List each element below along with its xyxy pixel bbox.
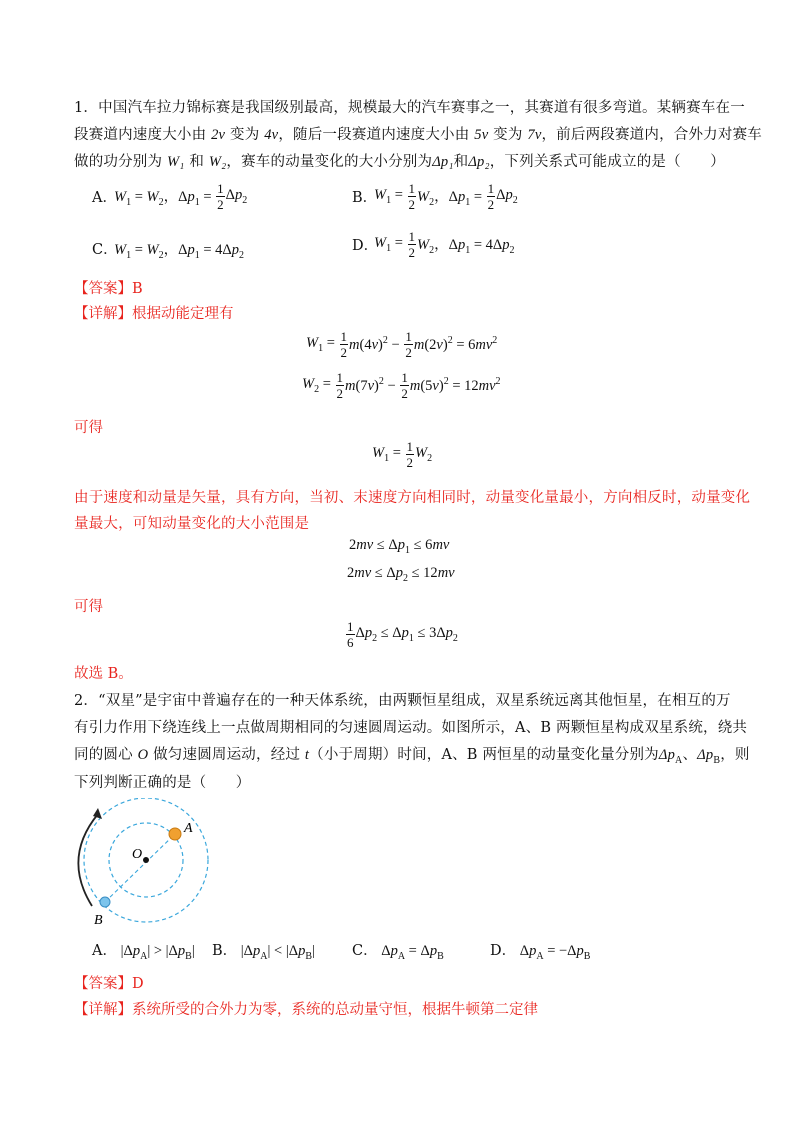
q1-eq-w2: $W_2$ = $\frac{1}{2}$ $m(7v)^2$ − $\frac{1}{2}$ $m(5v)^2 = 12mv^2$ <box>302 370 501 401</box>
q1-kede-1: 可得 <box>74 420 103 436</box>
q1-red-line2: 量最大，可知动量变化的大小范围是 <box>74 516 310 532</box>
q1-eq-w1: $W_1$ = $\frac{1}{2}$ $m(4v)^2$ − $\frac{1}{2}$ $m(2v)^2 = 6mv^2$ <box>306 329 498 360</box>
rotation-arrow <box>78 814 98 906</box>
q1-line3: 做的功分别为 W₁ 和 W₂，赛车的动量变化的大小分别为Δp₁和Δp₂，下列关系式可能成立的是（ ） <box>74 154 725 170</box>
q1-eq-final: $\frac{1}{6}$ $\Delta p_2 \le \Delta p_1 \le 3\Delta p_2$ <box>347 619 458 650</box>
q1-line2: 段赛道内速度大小由 2v 变为 4v，随后一段赛道内速度大小由 5v 变为 7v，前后两段赛道内，合外力对赛车 <box>74 127 762 143</box>
q1-option-d: D．$W_1$ = $\frac{1}{2}$ $W_2$，$\Delta p_1 = 4\Delta p_2$ <box>352 229 515 260</box>
q1-answer: 【答案】B <box>74 281 143 297</box>
q2-answer: 【答案】D <box>74 976 144 992</box>
q2-line1: 2．“双星”是宇宙中普遍存在的一种天体系统，由两颗恒星组成，双星系统远离其他恒星，在相互的万 <box>74 693 731 709</box>
q1-range-2: $2mv \le \Delta p_2 \le 12mv$ <box>347 565 455 584</box>
center-point <box>143 857 149 863</box>
q1-conclusion: 故选 B。 <box>74 666 133 682</box>
q1-option-b: B．$W_1$ = $\frac{1}{2}$ $W_2$，$\Delta p_1$ = $\frac{1}{2}$ $\Delta p_2$ <box>352 181 518 212</box>
q1-eq-ratio: $W_1$ = $\frac{1}{2}$ $W_2$ <box>372 439 433 470</box>
q2-line4: 下列判断正确的是（ ） <box>74 775 251 791</box>
label-b: B <box>94 913 103 928</box>
q1-detail: 【详解】根据动能定理有 <box>74 306 234 322</box>
label-o: O <box>132 847 143 862</box>
star-a <box>169 828 181 840</box>
q2-line2: 有引力作用下绕连线上一点做周期相同的匀速圆周运动。如图所示，A、B 两颗恒星构成双星系统，绕共 <box>74 720 748 736</box>
q1-range-1: $2mv \le \Delta p_1 \le 6mv$ <box>349 537 450 556</box>
binary-star-figure <box>68 798 228 928</box>
q2-option-c: C． $\Delta p_A = \Delta p_B$ <box>352 943 444 962</box>
label-a: A <box>184 821 193 836</box>
q1-red-line1: 由于速度和动量是矢量，具有方向，当初、末速度方向相同时，动量变化量最小，方向相反时，动量变化 <box>74 490 751 506</box>
q1-option-a: A．$W_1 = W_2$，$\Delta p_1$ = $\frac{1}{2}$ $\Delta p_2$ <box>92 181 248 212</box>
q2-option-b: B． $|\Delta p_A| < |\Delta p_B|$ <box>212 943 315 962</box>
star-b <box>100 897 110 907</box>
q1-option-c: C．$W_1 = W_2$，$\Delta p_1 = 4\Delta p_2$ <box>92 242 244 261</box>
q2-line3: 同的圆心 O 做匀速圆周运动，经过 t（小于周期）时间，A、B 两恒星的动量变化量分别为$\Delta p_A$、$\Delta p_B$，则 <box>74 747 750 766</box>
q1-line1: 1．中国汽车拉力锦标赛是我国级别最高，规模最大的汽车赛事之一，其赛道有很多弯道。某辆赛车在一 <box>74 100 745 116</box>
q2-detail: 【详解】系统所受的合外力为零，系统的总动量守恒，根据牛顿第二定律 <box>74 1002 538 1018</box>
q1-kede-2: 可得 <box>74 599 103 615</box>
q2-option-d: D． $\Delta p_A = -\Delta p_B$ <box>490 943 591 962</box>
q2-option-a: A． $|\Delta p_A| > |\Delta p_B|$ <box>92 943 195 962</box>
